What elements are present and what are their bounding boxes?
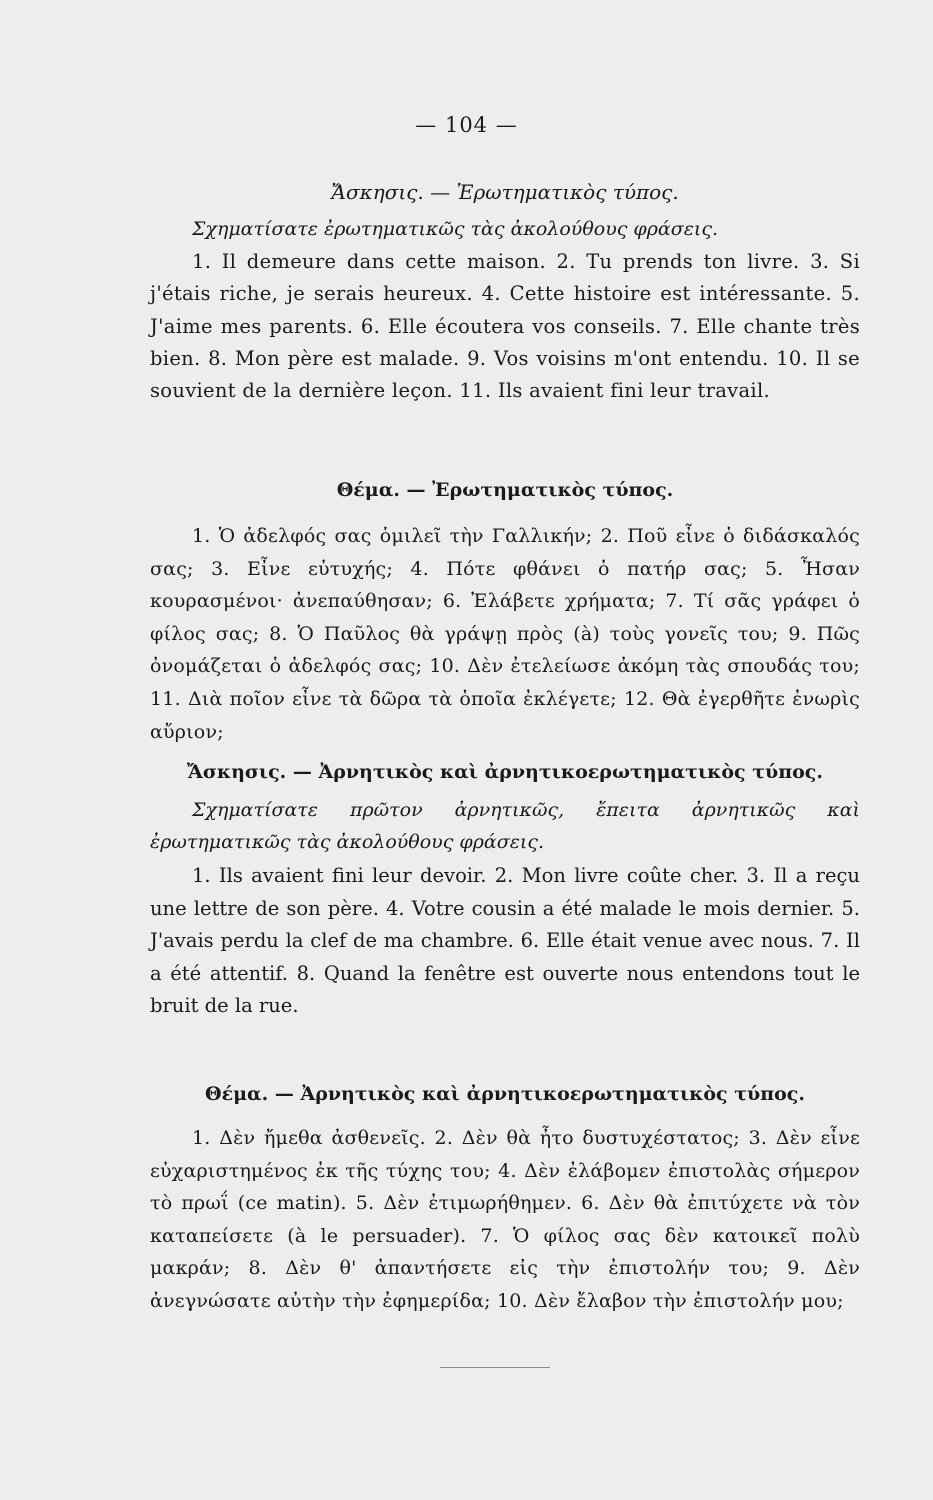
section-text: 1. Ὁ ἀδελφός σας ὁμιλεῖ τὴν Γαλλικήν; 2. Ποῦ εἶνε ὁ διδάσκαλός σας; 3. Εἶνε εὐτυχής; 4. Πότε φθάνει ὁ πατήρ σας; 5. Ἦσαν κουρασμένοι· ἀνεπαύθησαν; 6. Ἐλάβετε χρήματα; 7. Τί σᾶς γράφει ὁ φίλος σας; 8. Ὁ Παῦλος θὰ γράψῃ πρὸς (à) τοὺς γονεῖς του; 9. Πῶς ὀνομάζεται ὁ ἀδελφός σας; 10. Δὲν ἐτελείωσε ἀκόμη τὰς σπουδάς του; 11. Διὰ ποῖον εἶνε τὰ δῶρα τὰ ὁποῖα ἐκλέγετε; 12. Θὰ ἐγερθῆτε ἐνωρὶς αὔριον; bbox=[150, 525, 860, 743]
section-exercise-interrogative bbox=[150, 176, 860, 407]
page-number: — 104 — bbox=[415, 113, 518, 137]
section-instruction: Σχηματίσατε ἐρωτηματικῶς τὰς ἀκολούθους φράσεις. bbox=[192, 218, 719, 240]
section-heading: Ἄσκησις. — Ἐρωτηματικὸς τύπος. bbox=[331, 180, 679, 204]
section-text: 1. Ils avaient fini leur devoir. 2. Mon livre coûte cher. 3. Il a reçu une lettre de son père. 4. Votre cousin a été malade le mois dernier. 5. J'avais perdu la clef de ma chambre. 6. Elle était venue avec nous. 7. Il a été attentif. 8. Quand la fenêtre est ouverte nous entendons tout le bruit de la rue. bbox=[150, 864, 860, 1018]
section-text: 1. Δὲν ἤμεθα ἀσθενεῖς. 2. Δὲν θὰ ἦτο δυστυχέστατος; 3. Δὲν εἶνε εὐχαριστημένος ἐκ τῆς τύχης του; 4. Δὲν ἐλάβομεν ἐπιστολὰς σήμερον τὸ πρωΐ (ce matin). 5. Δὲν ἐτιμωρήθημεν. 6. Δὲν θὰ ἐπιτύχετε νὰ τὸν καταπείσετε (à le persuader). 7. Ὁ φίλος σας δὲν κατοικεῖ πολὺ μακράν; 8. Δὲν θ' ἀπαντήσετε εἰς τὴν ἐπιστολήν του; 9. Δὲν ἀνεγνώσατε αὐτὴν τὴν ἐφημερίδα; 10. Δὲν ἔλαβον τὴν ἐπιστολήν μου; bbox=[150, 1127, 860, 1312]
closing-rule bbox=[440, 1367, 550, 1368]
section-theme-negative bbox=[150, 1078, 860, 1318]
section-text: 1. Il demeure dans cette maison. 2. Tu prends ton livre. 3. Si j'étais riche, je serais heureux. 4. Cette histoire est intéressante. 5. J'aime mes parents. 6. Elle écoutera vos conseils. 7. Elle chante très bien. 8. Mon père est malade. 9. Vos voisins m'ont entendu. 10. Il se souvient de la dernière leçon. 11. Ils avaient fini leur travail. bbox=[150, 250, 860, 403]
section-theme-interrogative bbox=[150, 474, 860, 748]
section-heading: Θέμα. — Ἀρνητικὸς καὶ ἀρνητικοερωτηματικὸς τύπος. bbox=[205, 1083, 805, 1105]
section-exercise-negative bbox=[150, 756, 860, 1023]
section-heading: Ἄσκησις. — Ἀρνητικὸς καὶ ἀρνητικοερωτηματικὸς τύπος. bbox=[187, 761, 823, 783]
section-heading: Θέμα. — Ἐρωτηματικὸς τύπος. bbox=[336, 479, 674, 501]
section-instruction: Σχηματίσατε πρῶτον ἀρνητικῶς, ἔπειτα ἀρνητικῶς καὶ ἐρωτηματικῶς τὰς ἀκολούθους φράσεις. bbox=[150, 799, 860, 853]
